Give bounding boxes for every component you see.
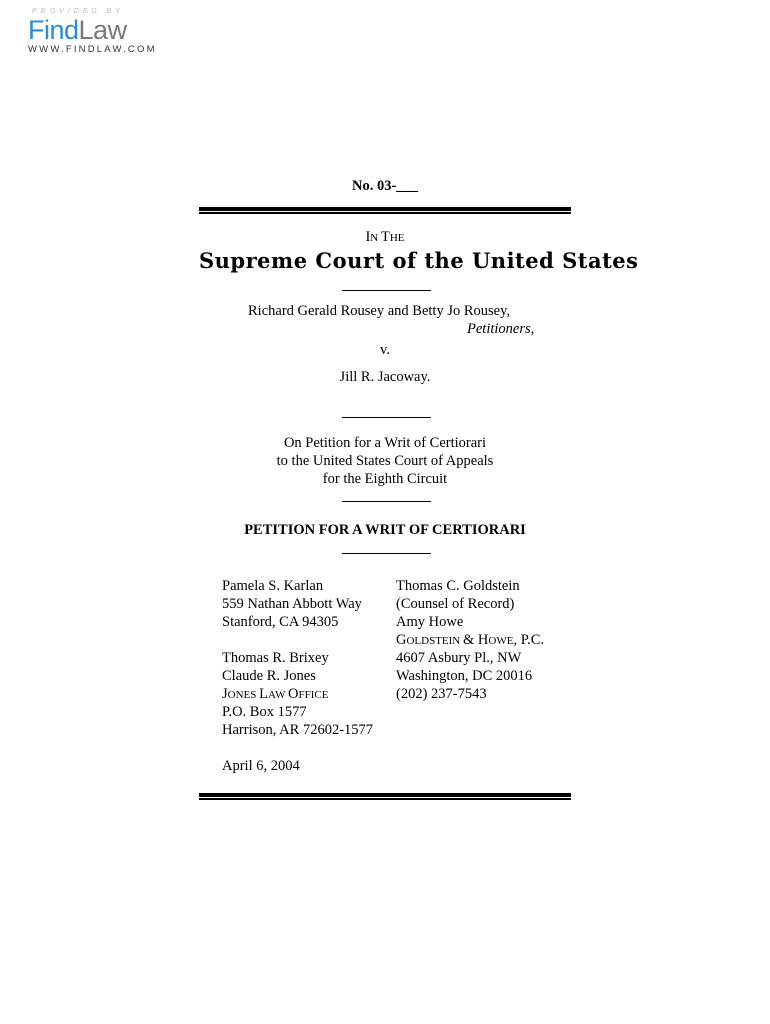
- firm-owe: OWE: [488, 635, 514, 647]
- office-ffice: FFICE: [298, 689, 329, 701]
- petition-line-1: On Petition for a Writ of Certiorari: [283, 435, 487, 451]
- separator-rule-2: [342, 417, 431, 418]
- petition-line-2: to the United States Court of Appeals: [276, 453, 494, 469]
- in-the-heading: [199, 229, 571, 246]
- firm-pc: , P.C.: [513, 632, 545, 648]
- in-the-n: N: [370, 232, 381, 244]
- bottom-double-rule: [199, 793, 571, 800]
- petitioners-label-line: [467, 321, 534, 338]
- in-the-he: HE: [389, 232, 405, 244]
- brand-find: Find: [28, 15, 79, 45]
- separator-rule-4: [342, 553, 431, 554]
- findlaw-logo[interactable]: [28, 8, 168, 55]
- findlaw-url[interactable]: WWW.FINDLAW.COM: [28, 44, 157, 55]
- office-ones: ONES: [227, 689, 260, 701]
- firm-oldstein: OLDSTEIN: [406, 635, 464, 647]
- versus: v.: [380, 342, 390, 358]
- in-the-t: T: [381, 229, 390, 245]
- top-double-rule: [199, 207, 571, 214]
- petition-line-3: for the Eighth Circuit: [322, 471, 448, 487]
- docket-number: No. 03-___: [351, 178, 419, 194]
- respondent: Jill R. Jacoway.: [339, 369, 431, 385]
- petition-title: PETITION FOR A WRIT OF CERTIORARI: [244, 522, 526, 538]
- filing-date: April 6, 2004: [222, 758, 300, 774]
- counsel-left-line-8: Harrison, AR 72602-1577: [222, 722, 374, 738]
- firm-g: G: [396, 632, 407, 648]
- separator-rule-1: [342, 290, 431, 291]
- counsel-left-line-3: Stanford, CA 94305: [222, 614, 339, 630]
- counsel-left-office: [222, 686, 328, 703]
- counsel-right-line-6: Washington, DC 20016: [396, 668, 533, 684]
- counsel-left-line-4: Thomas R. Brixey: [222, 650, 329, 666]
- petitioners-comma: ,: [530, 321, 535, 337]
- office-aw: AW: [268, 689, 288, 701]
- brand-law: Law: [78, 15, 127, 45]
- office-l: L: [259, 686, 268, 702]
- counsel-right-line-5: 4607 Asbury Pl., NW: [396, 650, 522, 666]
- counsel-right-firm: [396, 632, 544, 649]
- counsel-left-line-5: Claude R. Jones: [222, 668, 316, 684]
- counsel-right-line-2: (Counsel of Record): [396, 596, 515, 612]
- separator-rule-3: [342, 501, 431, 502]
- petitioners-names: Richard Gerald Rousey and Betty Jo Rousey,: [248, 303, 511, 319]
- provided-by-text: PROVIDED BY: [32, 8, 124, 15]
- in-the-i: I: [365, 229, 371, 245]
- counsel-left-line-2: 559 Nathan Abbott Way: [222, 596, 362, 612]
- firm-h: H: [477, 632, 489, 648]
- counsel-right-line-7: (202) 237-7543: [396, 686, 487, 702]
- counsel-right-line-1: Thomas C. Goldstein: [396, 578, 520, 594]
- petitioners-label: Petitioners: [467, 321, 531, 337]
- firm-amp: &: [463, 632, 478, 648]
- counsel-right-line-3: Amy Howe: [396, 614, 464, 630]
- findlaw-brand: [28, 16, 168, 44]
- office-j: J: [222, 686, 228, 702]
- counsel-left-line-7: P.O. Box 1577: [222, 704, 307, 720]
- counsel-left-line-1: Pamela S. Karlan: [222, 578, 324, 594]
- office-o: O: [288, 686, 299, 702]
- court-name: Supreme Court of the United States: [199, 248, 639, 273]
